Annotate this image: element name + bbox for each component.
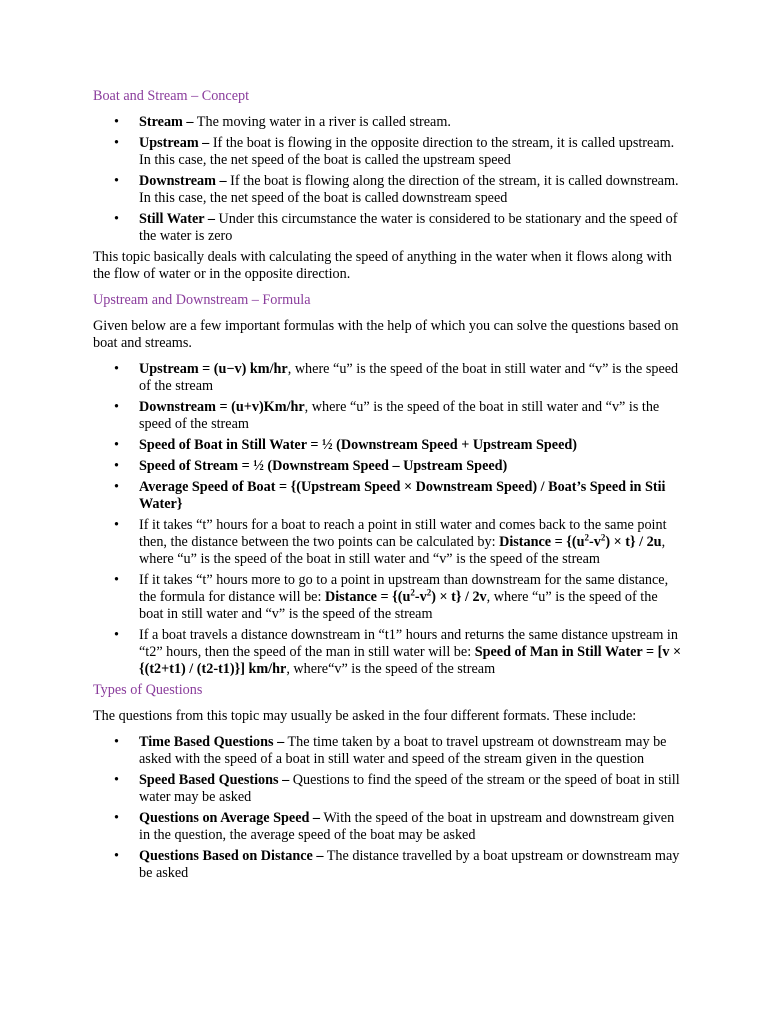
formula: Speed of Man in Still Water = [v × {(t2+t1) / (t2-t1)}] km/hr — [139, 644, 682, 677]
types-list — [93, 734, 683, 882]
list-item — [93, 173, 683, 207]
list-item — [93, 517, 683, 568]
section-heading-concept: Boat and Stream – Concept — [93, 88, 250, 104]
formula: Upstream = (u−v) km/hr — [139, 361, 288, 377]
list-item — [93, 458, 683, 475]
formula-note: If a boat travels a distance downstream in “t1” hours and returns the same distance upstream in “t2” hours, then the speed of the man in still water will be: — [139, 627, 678, 660]
list-item — [93, 810, 683, 844]
definition: If the boat is flowing along the direction of the stream, it is called downstream. In this case, the net speed of the boat is called downstream speed — [139, 173, 679, 206]
term: Questions on Average Speed – — [139, 810, 321, 826]
definition: Under this circumstance the water is considered to be stationary and the speed of the water is zero — [139, 211, 678, 244]
list-item — [93, 135, 683, 169]
term: Downstream – — [139, 173, 227, 189]
concept-paragraph: This topic basically deals with calculating the speed of anything in the water when it flows along with the flow of water or in the opposite direction. — [93, 249, 672, 282]
definition: The time taken by a boat to travel upstream ot downstream may be asked with the speed of a boat in still water and speed of the stream given in the question — [139, 734, 667, 767]
formula: Distance = $\{(u^2-v^2) \times t\} / 2v$ — [324, 587, 487, 605]
term: Upstream – — [139, 135, 210, 151]
formula-note: If it takes “t” hours more to go to a point in upstream than downstream for the same distance, the formula for distance will be: — [139, 572, 669, 605]
definition: If the boat is flowing in the opposite direction to the stream, it is called upstream. In this case, the net speed of the boat is called the upstream speed — [139, 135, 675, 168]
term: Still Water – — [139, 211, 215, 227]
list-item — [93, 399, 683, 433]
concept-list — [93, 114, 683, 245]
section-heading-formula: Upstream and Downstream – Formula — [93, 292, 311, 308]
definition: With the speed of the boat in upstream and downstream given in the question, the average speed of the boat may be asked — [139, 810, 675, 843]
formula-note: , where“v” is the speed of the stream — [286, 661, 496, 677]
formula: Downstream = (u+v)Km/hr — [139, 399, 305, 415]
list-item — [93, 361, 683, 395]
term: Stream – — [139, 114, 194, 130]
term: Time Based Questions – — [139, 734, 285, 750]
definition: The distance travelled by a boat upstream or downstream may be asked — [139, 848, 680, 881]
list-item — [93, 627, 683, 678]
formula: Speed of Stream = ½ (Downstream Speed – Upstream Speed) — [139, 458, 508, 474]
list-item — [93, 211, 683, 245]
formula-note: , where “u” is the speed of the boat in still water and “v” is the speed of the stream — [139, 589, 658, 622]
formula-note: , where “u” is the speed of the boat in still water and “v” is the speed of the stream — [139, 399, 660, 432]
types-intro: The questions from this topic may usually be asked in the four different formats. These include: — [93, 708, 637, 724]
list-item — [93, 437, 683, 454]
formula-list — [93, 361, 683, 678]
list-item — [93, 572, 683, 623]
term: Speed Based Questions – — [139, 772, 290, 788]
formula: Distance = $\{(u^2-v^2) \times t\} / 2u$ — [499, 532, 662, 550]
formula: Speed of Boat in Still Water = ½ (Downstream Speed + Upstream Speed) — [139, 437, 577, 453]
document-body — [93, 88, 683, 886]
formula-intro: Given below are a few important formulas with the help of which you can solve the questions based on boat and streams. — [93, 318, 679, 351]
definition: The moving water in a river is called stream. — [193, 114, 451, 130]
list-item — [93, 114, 683, 131]
list-item — [93, 848, 683, 882]
formula: Average Speed of Boat = {(Upstream Speed × Downstream Speed) / Boat’s Speed in Stii Water} — [139, 479, 666, 512]
formula-note: If it takes “t” hours for a boat to reach a point in still water and comes back to the same point then, the distance between the two points can be calculated by: — [139, 517, 667, 550]
list-item — [93, 479, 683, 513]
list-item — [93, 734, 683, 768]
term: Questions Based on Distance – — [139, 848, 324, 864]
list-item — [93, 772, 683, 806]
definition: Questions to find the speed of the stream or the speed of boat in still water may be asked — [139, 772, 680, 805]
section-heading-types: Types of Questions — [93, 682, 203, 698]
formula-note: , where “u” is the speed of the boat in still water and “v” is the speed of the stream — [139, 361, 679, 394]
formula-note: , where “u” is the speed of the boat in still water and “v” is the speed of the stream — [139, 534, 666, 567]
